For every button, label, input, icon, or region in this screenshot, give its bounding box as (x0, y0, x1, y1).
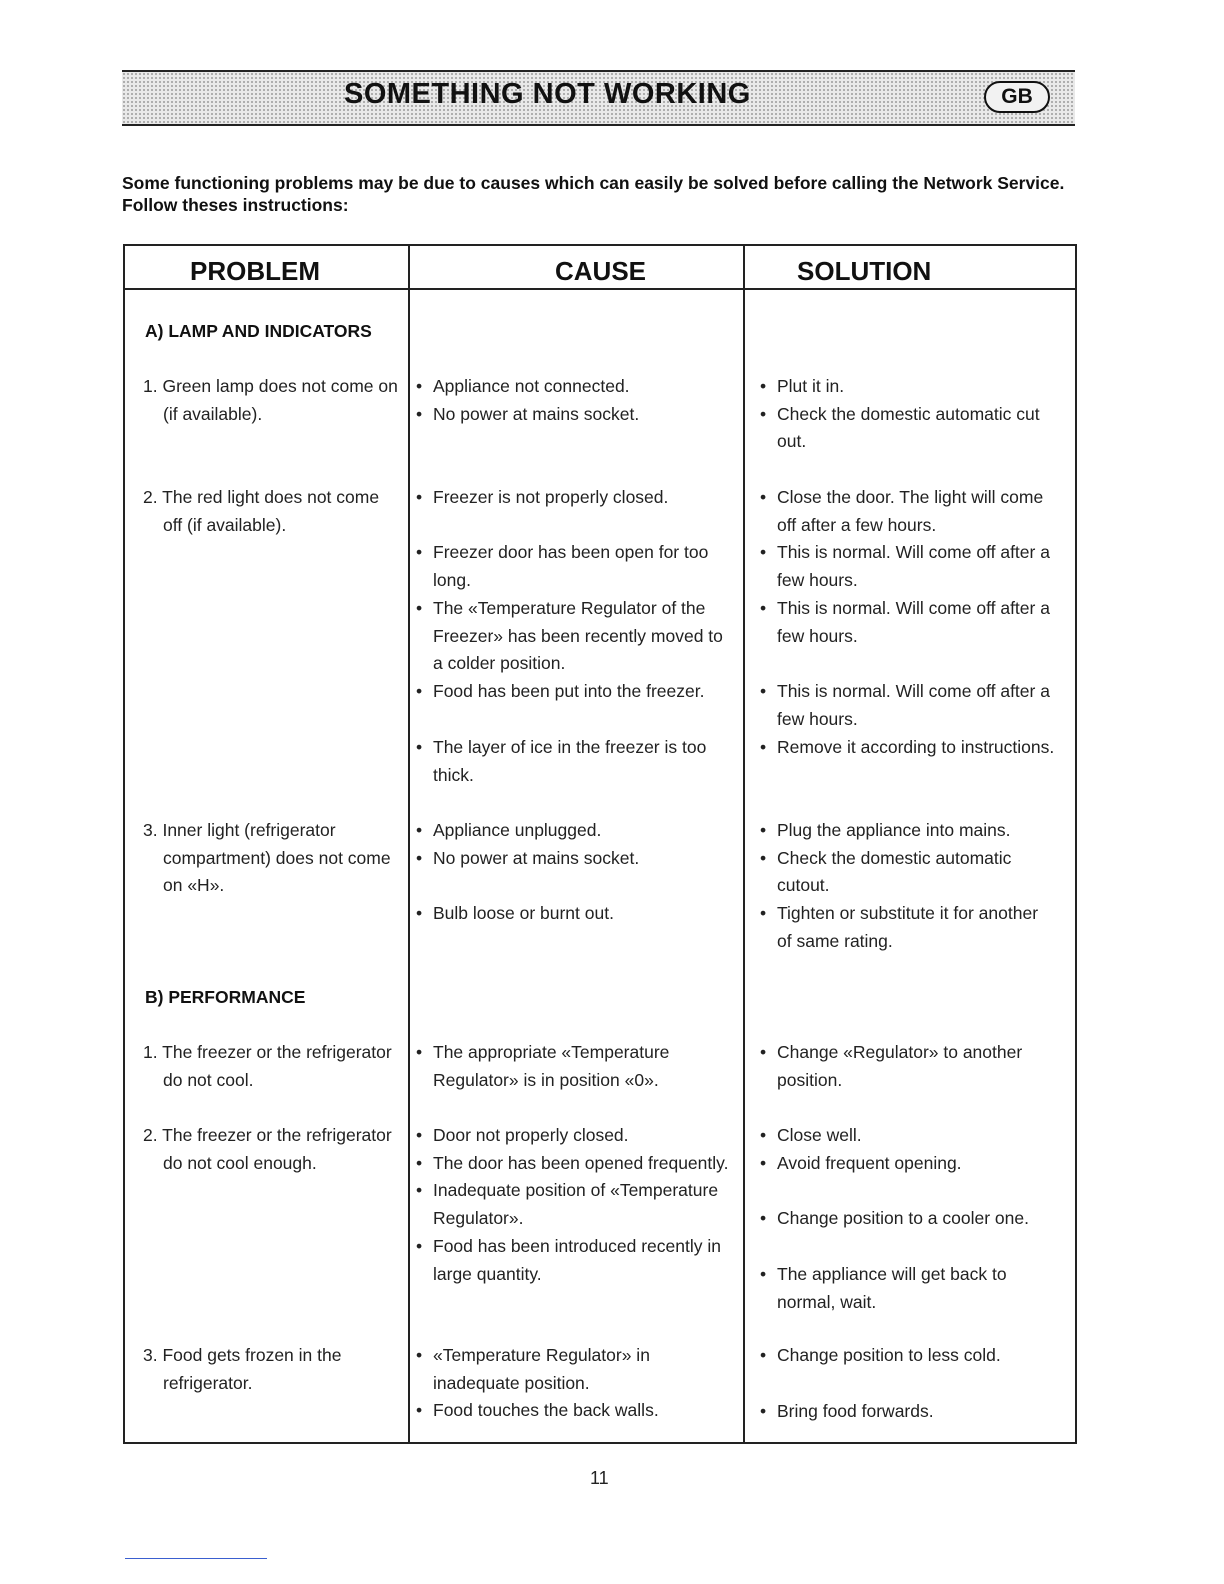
cause-item (411, 539, 736, 594)
solution-text: • Change «Regulator» to another position. (755, 1039, 1055, 1094)
problem-text: 3. Inner light (refrigerator compartment) does not come on «H». (143, 820, 391, 896)
solution-item: • Check the domestic automatic cutout. (755, 845, 1055, 900)
solution-item (755, 539, 1055, 594)
solution-text: • Close the door. The light will come off after a few hours. (755, 484, 1055, 539)
cause-item: • «Temperature Regulator» in inadequate position. (411, 1342, 736, 1397)
solution-item: • Check the domestic automatic cut out. (755, 401, 1055, 456)
cause-text: • Bulb loose or burnt out. (411, 900, 736, 928)
solution-item (755, 1039, 1055, 1094)
table-border-left (123, 244, 125, 1444)
solution-item: • Plug the appliance into mains. (755, 817, 1055, 845)
cause-item: • No power at mains socket. (411, 401, 736, 429)
solution-item (755, 734, 1055, 762)
solution-text: • Change position to less cold. (755, 1342, 1055, 1370)
solution-text: • Remove it according to instructions. (755, 734, 1055, 762)
cause-item: • Appliance unplugged. (411, 817, 736, 845)
cause-cell (411, 817, 736, 872)
cause-item: • Inadequate position of «Temperature Regulator». (411, 1177, 736, 1232)
language-badge: GB (984, 81, 1050, 113)
footnote-rule (125, 1558, 267, 1559)
solution-item: • Plut it in. (755, 373, 1055, 401)
header-solution: SOLUTION (797, 256, 932, 286)
solution-item (755, 1261, 1055, 1316)
table-border-bottom (123, 1442, 1077, 1444)
problem-text: 2. The red light does not come off (if available). (143, 487, 380, 535)
column-divider-1 (408, 244, 410, 1444)
cause-text: • Freezer door has been open for too long. (411, 539, 736, 594)
problem-text: 2. The freezer or the refrigerator do not cool enough. (143, 1125, 392, 1173)
solution-item (755, 1398, 1055, 1426)
problem-cell (143, 1122, 398, 1177)
solution-item (755, 595, 1055, 650)
solution-item (755, 1205, 1055, 1233)
problem-text: 1. Green lamp does not come on (if available). (143, 376, 398, 424)
cause-text: • The appropriate «Temperature Regulator» is in position «0». (411, 1039, 736, 1094)
solution-text: • Bring food forwards. (755, 1398, 1055, 1426)
solution-text: • The appliance will get back to normal, wait. (755, 1261, 1055, 1316)
solution-item (755, 678, 1055, 733)
cause-item: • Appliance not connected. (411, 373, 736, 401)
problem-cell (143, 1039, 398, 1094)
solution-cell (755, 817, 1055, 900)
cause-text: • The «Temperature Regulator of the Freezer» has been recently moved to a colder position. (411, 595, 736, 678)
cause-item (411, 484, 736, 512)
solution-cell (755, 373, 1055, 456)
problem-cell (143, 484, 398, 539)
section-title: A) LAMP AND INDICATORS (145, 321, 372, 341)
cause-item: • Door not properly closed. (411, 1122, 736, 1150)
header-divider (123, 288, 1076, 290)
solution-text: • Close well. (755, 1122, 1055, 1150)
solution-item (755, 900, 1055, 955)
solution-item (755, 1342, 1055, 1370)
cause-item (411, 734, 736, 789)
solution-item (755, 484, 1055, 539)
problem-text: 1. The freezer or the refrigerator do not cool. (143, 1042, 392, 1090)
table-border-right (1075, 244, 1077, 1444)
page-number: 11 (590, 1468, 609, 1488)
column-divider-2 (743, 244, 745, 1444)
cause-item: • The door has been opened frequently. (411, 1150, 736, 1178)
cause-item (411, 1039, 736, 1094)
header-cause: CAUSE (555, 256, 647, 286)
solution-text: • This is normal. Will come off after a few hours. (755, 539, 1055, 594)
troubleshooting-table (123, 244, 1076, 1444)
solution-text: • This is normal. Will come off after a few hours. (755, 678, 1055, 733)
header-problem: PROBLEM (190, 256, 320, 286)
solution-text: • Change position to a cooler one. (755, 1205, 1055, 1233)
section-title: B) PERFORMANCE (145, 987, 306, 1007)
table-border-top (123, 244, 1076, 246)
cause-item: • No power at mains socket. (411, 845, 736, 873)
solution-text: • Tighten or substitute it for another of same rating. (755, 900, 1055, 955)
problem-cell (143, 1342, 398, 1397)
cause-text: • The layer of ice in the freezer is too thick. (411, 734, 736, 789)
cause-item (411, 900, 736, 928)
cause-text: • Food has been put into the freezer. (411, 678, 736, 706)
title-banner (122, 70, 1075, 126)
cause-cell (411, 373, 736, 428)
cause-text: • Freezer is not properly closed. (411, 484, 736, 512)
intro-text: Some functioning problems may be due to causes which can easily be solved before calling the Network Service. Follow theses instructions: (122, 173, 1065, 215)
page-title: SOMETHING NOT WORKING (344, 78, 751, 110)
cause-item (411, 595, 736, 678)
problem-cell (143, 373, 398, 428)
cause-cell (411, 1122, 736, 1288)
solution-text: • Avoid frequent opening. (755, 1150, 1055, 1178)
cause-cell (411, 1342, 736, 1425)
solution-item (755, 1122, 1055, 1177)
problem-cell (143, 817, 398, 900)
cause-item: • Food has been introduced recently in large quantity. (411, 1233, 736, 1288)
cause-item (411, 678, 736, 706)
solution-text: • This is normal. Will come off after a few hours. (755, 595, 1055, 650)
cause-item: • Food touches the back walls. (411, 1397, 736, 1425)
problem-text: 3. Food gets frozen in the refrigerator. (143, 1345, 342, 1393)
